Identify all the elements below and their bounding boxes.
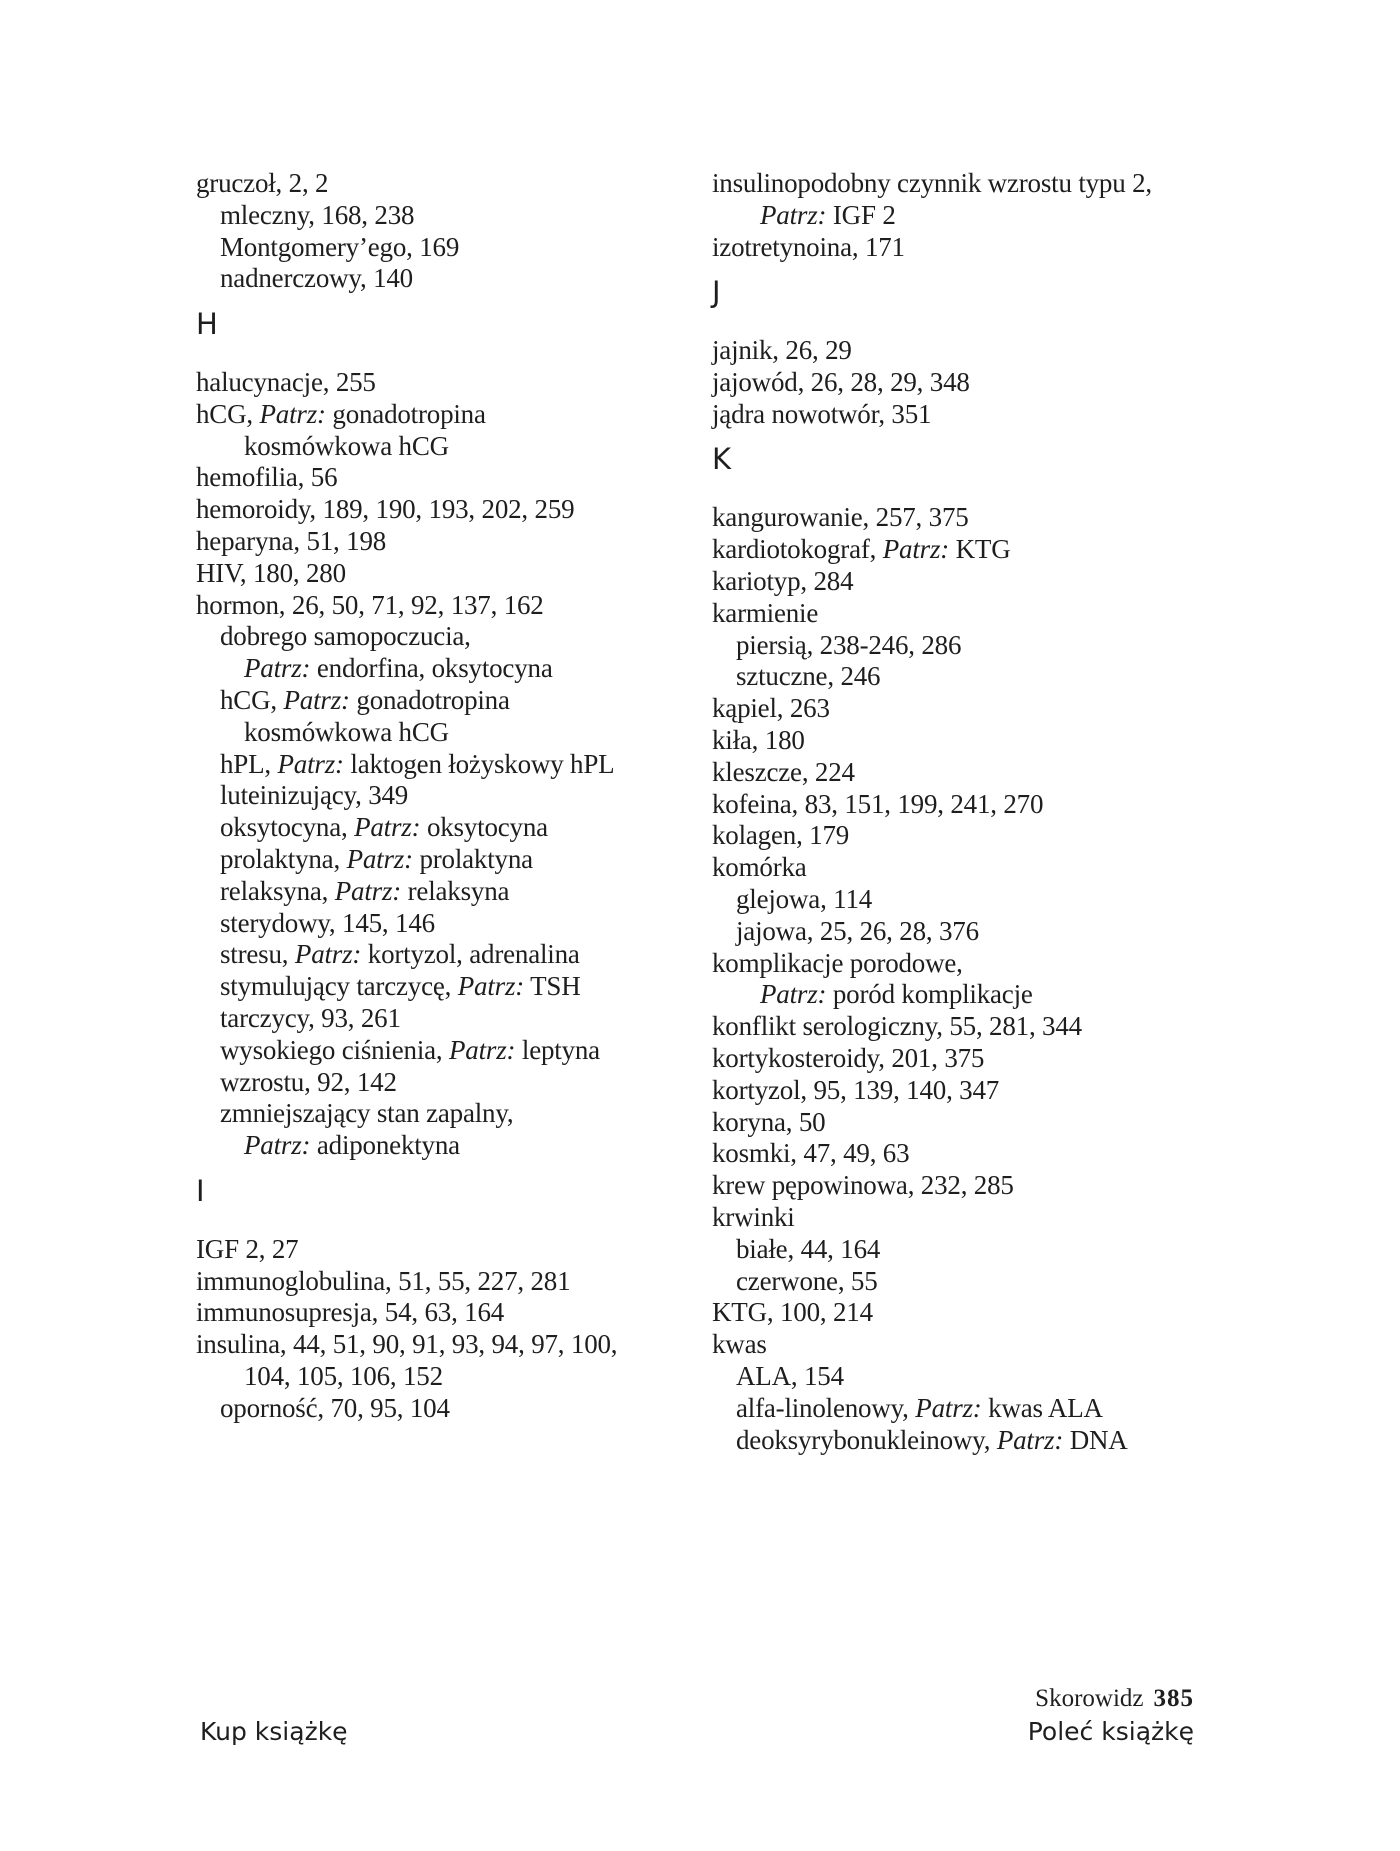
see-target: gonadotropina: [332, 398, 486, 429]
entry-text: jajowa, 25, 26, 28, 376: [736, 915, 979, 946]
see-target: kortyzol, adrenalina: [367, 939, 580, 970]
see-target: laktogen łożyskowy hPL: [350, 748, 615, 779]
entry-text: komplikacje porodowe,: [712, 947, 963, 978]
entry-text: sterydowy, 145, 146: [220, 907, 435, 938]
entry-text: HIV, 180, 280: [196, 557, 346, 588]
see-label: Patrz:: [244, 1130, 311, 1161]
see-label: Patrz:: [457, 971, 525, 1002]
see-label: Patrz:: [882, 534, 950, 565]
entry-text: kąpiel, 263: [712, 693, 830, 724]
entry-text: stresu,: [220, 939, 295, 970]
entry-text: kosmówkowa hCG: [244, 430, 449, 461]
entry-text: kariotyp, 284: [712, 566, 854, 596]
entry-text: kleszcze, 224: [712, 756, 855, 787]
entry-text: koryna, 50: [712, 1106, 826, 1137]
section-title: Skorowidz: [1035, 1685, 1144, 1712]
entry-text: 104, 105, 106, 152: [244, 1361, 443, 1391]
index-entry: [220, 260, 413, 297]
entry-text: jajowód, 26, 28, 29, 348: [712, 367, 970, 397]
entry-text: luteinizujący, 349: [220, 780, 409, 811]
heading-letter: I: [196, 1173, 205, 1208]
entry-text: IGF 2, 27: [196, 1233, 299, 1264]
entry-text: hemofilia, 56: [196, 462, 338, 493]
entry-text: kolagen, 179: [712, 820, 850, 851]
entry-text: KTG, 100, 214: [712, 1297, 873, 1328]
see-label: Patrz:: [294, 939, 362, 970]
entry-text: karmienie: [712, 597, 819, 628]
section-letter-heading: [712, 441, 731, 478]
index-entry: [244, 1127, 460, 1164]
recommend-book-link[interactable]: Poleć książkę: [1027, 1717, 1194, 1746]
entry-text: kofeina, 83, 151, 199, 241, 270: [712, 788, 1044, 819]
entry-text: hemoroidy, 189, 190, 193, 202, 259: [196, 494, 575, 525]
entry-text: prolaktyna,: [220, 844, 347, 874]
see-target: prolaktyna: [419, 844, 533, 874]
entry-text: Montgomery’ego, 169: [220, 231, 460, 262]
entry-text: insulina, 44, 51, 90, 91, 93, 94, 97, 100,: [196, 1329, 618, 1360]
entry-text: kardiotokograf,: [712, 534, 883, 565]
entry-text: immunoglobulina, 51, 55, 227, 281: [196, 1265, 571, 1296]
entry-text: immunosupresja, 54, 63, 164: [196, 1297, 505, 1328]
entry-text: alfa-linolenowy,: [736, 1392, 916, 1423]
entry-text: relaksyna,: [220, 875, 335, 906]
running-footer: [1035, 1683, 1194, 1715]
entry-text: kortyzol, 95, 139, 140, 347: [712, 1074, 1000, 1105]
see-label: Patrz:: [334, 875, 402, 906]
see-target: poród komplikacje: [832, 979, 1033, 1010]
index-entry: [220, 1390, 450, 1427]
entry-text: hCG,: [220, 685, 284, 715]
entry-text: konflikt serologiczny, 55, 281, 344: [712, 1011, 1082, 1042]
entry-text: wysokiego ciśnienia,: [220, 1034, 450, 1065]
entry-text: stymulujący tarczycę,: [220, 971, 458, 1002]
entry-text: jądra nowotwór, 351: [712, 398, 932, 429]
entry-text: kosmówkowa hCG: [244, 716, 449, 747]
see-target: endorfina, oksytocyna: [316, 653, 553, 684]
see-label: Patrz:: [277, 748, 344, 779]
entry-text: hPL,: [220, 748, 278, 779]
see-label: Patrz:: [259, 398, 326, 429]
entry-text: tarczycy, 93, 261: [220, 1003, 401, 1033]
entry-text: krew pępowinowa, 232, 285: [712, 1170, 1014, 1201]
see-target: kwas ALA: [988, 1392, 1103, 1423]
index-entry: [736, 1422, 1128, 1459]
index-entry: [712, 229, 905, 266]
entry-text: oporność, 70, 95, 104: [220, 1392, 450, 1423]
see-label: Patrz:: [996, 1424, 1064, 1455]
heading-letter: H: [196, 306, 218, 341]
section-letter-heading: [712, 274, 721, 311]
entry-text: insulinopodobny czynnik wzrostu typu 2,: [712, 168, 1152, 198]
entry-text: kwas: [712, 1329, 767, 1360]
entry-text: hormon, 26, 50, 71, 92, 137, 162: [196, 589, 544, 620]
see-target: relaksyna: [407, 875, 510, 906]
heading-letter: K: [712, 442, 732, 477]
entry-text: oksytocyna,: [220, 812, 355, 843]
section-letter-heading: [196, 1173, 205, 1210]
see-target: KTG: [955, 534, 1011, 565]
see-label: Patrz:: [346, 844, 413, 874]
entry-text: glejowa, 114: [736, 884, 873, 914]
heading-letter: J: [712, 274, 721, 309]
entry-text: komórka: [712, 852, 807, 883]
entry-text: izotretynoina, 171: [712, 231, 905, 262]
see-label: Patrz:: [244, 653, 311, 684]
entry-text: deoksyrybonukleinowy,: [736, 1424, 997, 1455]
see-target: adiponektyna: [316, 1130, 460, 1161]
page-number: 385: [1153, 1685, 1194, 1712]
buy-book-link[interactable]: Kup książkę: [200, 1717, 348, 1746]
entry-text: hCG,: [196, 398, 260, 429]
entry-text: nadnerczowy, 140: [220, 263, 413, 294]
entry-text: białe, 44, 164: [736, 1233, 881, 1264]
see-label: Patrz:: [760, 199, 827, 230]
see-label: Patrz:: [283, 685, 350, 715]
entry-text: mleczny, 168, 238: [220, 199, 415, 230]
see-target: leptyna: [521, 1034, 600, 1065]
see-label: Patrz:: [915, 1392, 982, 1423]
see-target: oksytocyna: [426, 812, 548, 843]
entry-text: sztuczne, 246: [736, 661, 881, 692]
entry-text: krwinki: [712, 1202, 795, 1232]
see-label: Patrz:: [449, 1034, 516, 1065]
see-label: Patrz:: [760, 979, 827, 1010]
entry-text: zmniejszający stan zapalny,: [220, 1098, 514, 1129]
entry-text: jajnik, 26, 29: [712, 335, 852, 366]
entry-text: kortykosteroidy, 201, 375: [712, 1043, 985, 1073]
index-entry: [712, 396, 931, 433]
entry-text: kangurowanie, 257, 375: [712, 502, 969, 533]
entry-text: wzrostu, 92, 142: [220, 1066, 397, 1097]
entry-text: dobrego samopoczucia,: [220, 621, 471, 652]
entry-text: heparyna, 51, 198: [196, 526, 387, 556]
see-label: Patrz:: [354, 812, 421, 843]
see-target: gonadotropina: [356, 685, 510, 715]
see-target: IGF 2: [832, 199, 896, 230]
entry-text: kosmki, 47, 49, 63: [712, 1138, 910, 1169]
see-target: TSH: [530, 971, 581, 1002]
entry-text: gruczoł, 2, 2: [196, 168, 329, 198]
entry-text: ALA, 154: [736, 1361, 844, 1391]
entry-text: piersią, 238-246, 286: [736, 629, 962, 660]
section-letter-heading: [196, 306, 218, 343]
entry-text: halucynacje, 255: [196, 367, 376, 397]
entry-text: kiła, 180: [712, 725, 805, 755]
entry-text: czerwone, 55: [736, 1265, 878, 1296]
see-target: DNA: [1069, 1424, 1128, 1455]
